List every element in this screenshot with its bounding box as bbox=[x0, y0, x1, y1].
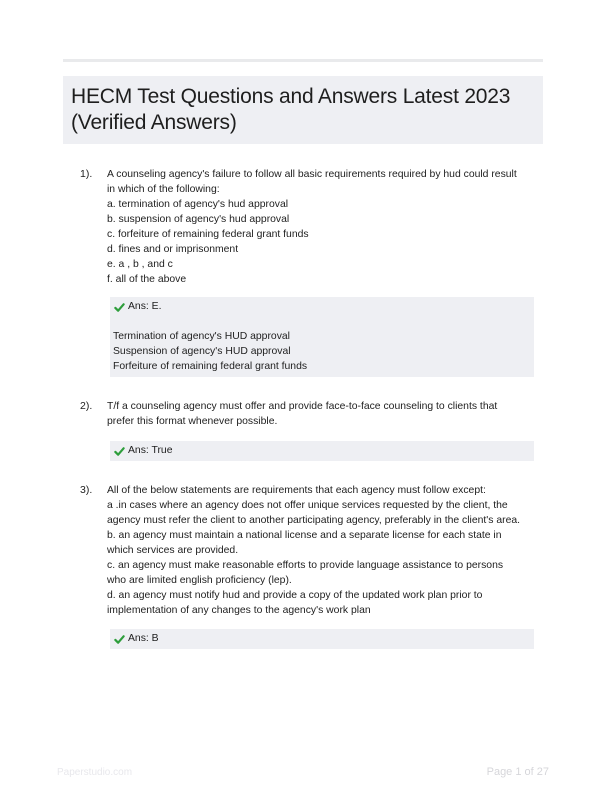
check-icon bbox=[114, 446, 125, 457]
option-line: e. a , b , and c bbox=[107, 259, 173, 270]
answer-box bbox=[110, 297, 534, 377]
answer-label: Ans: True bbox=[128, 445, 173, 456]
option-line: d. fines and or imprisonment bbox=[107, 244, 239, 255]
option-line: a .in cases where an agency does not offer unique services requested by the client, the bbox=[107, 500, 508, 511]
option-line: c. forfeiture of remaining federal grant funds bbox=[107, 229, 309, 240]
question-number: 3). bbox=[80, 484, 93, 496]
option-line: c. an agency must make reasonable efforts to provide language assistance to persons bbox=[107, 560, 504, 571]
page-indicator: Page 1 of 27 bbox=[486, 766, 549, 778]
title-line-1: HECM Test Questions and Answers Latest 2023 bbox=[71, 85, 511, 108]
answer-line: Suspension of agency's HUD approval bbox=[113, 346, 291, 357]
option-line: who are limited english proficiency (lep). bbox=[107, 575, 292, 586]
title-line-2: (Verified Answers) bbox=[71, 111, 237, 134]
question-text bbox=[107, 483, 539, 618]
question-number: 2). bbox=[80, 400, 93, 412]
answer-line: Termination of agency's HUD approval bbox=[113, 331, 290, 342]
answer-explanation bbox=[113, 329, 307, 374]
title-banner bbox=[63, 76, 543, 144]
answer-label: Ans: E. bbox=[128, 301, 162, 312]
option-line: b. an agency must maintain a national license and a separate license for each state in bbox=[107, 530, 502, 541]
option-line: a. termination of agency's hud approval bbox=[107, 199, 289, 210]
option-line: b. suspension of agency's hud approval bbox=[107, 214, 290, 225]
answer-box bbox=[110, 441, 534, 461]
check-icon bbox=[114, 302, 125, 313]
check-icon bbox=[114, 634, 125, 645]
answer-header bbox=[114, 445, 172, 457]
top-divider bbox=[63, 59, 543, 62]
option-line: d. an agency must notify hud and provide a copy of the updated work plan prior to bbox=[107, 590, 483, 601]
answer-line: Forfeiture of remaining federal grant funds bbox=[113, 361, 308, 372]
option-line: agency must refer the client to another participating agency, preferably in the client's area. bbox=[107, 515, 521, 526]
answer-header bbox=[114, 301, 162, 313]
answer-box bbox=[110, 629, 534, 649]
question-line: T/f a counseling agency must offer and provide face-to-face counseling to clients that bbox=[107, 401, 498, 412]
page-title bbox=[71, 84, 541, 136]
question-line: prefer this format whenever possible. bbox=[107, 416, 278, 427]
option-line: f. all of the above bbox=[107, 274, 187, 285]
question-line: A counseling agency's failure to follow all basic requirements required by hud could result bbox=[107, 169, 517, 180]
question-line: in which of the following: bbox=[107, 184, 220, 195]
option-line: implementation of any changes to the agency's work plan bbox=[107, 605, 371, 616]
answer-label: Ans: B bbox=[128, 633, 159, 644]
question-text bbox=[107, 167, 539, 287]
question-number: 1). bbox=[80, 168, 93, 180]
question-line: All of the below statements are requirements that each agency must follow except: bbox=[107, 485, 486, 496]
question-text bbox=[107, 399, 539, 429]
watermark: Paperstudio.com bbox=[57, 767, 133, 778]
option-line: which services are provided. bbox=[107, 545, 239, 556]
answer-header bbox=[114, 633, 159, 645]
